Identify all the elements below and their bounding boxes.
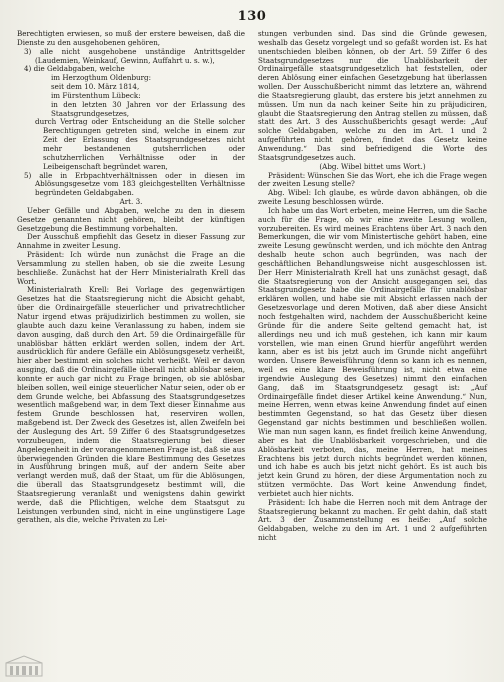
paragraph: 5) alle in Erbpachtverhältnissen oder in diesen im Ablösungsgesetze vom 183 gleichgestellten Verhältnisse begründeten Geldabgaben. [24, 170, 245, 198]
right-text-column [258, 30, 487, 543]
column-divider [250, 34, 251, 662]
paragraph: im Fürstenthum Lübeck: [51, 90, 141, 100]
paragraph: Präsident: Ich würde nun zunächst die Frage an die Versammlung zu stellen haben, ob sie die zweite Lesung beschließe. Zunächst hat der Herr Ministerialrath Krell das Wort. [17, 250, 245, 286]
paragraph: Ueber Gefälle und Abgaben, welche zu den in diesem Gesetze genannten nicht gehören, bleibt der künftigen Gesetzgebung die Bestimmung vorbehalten. [17, 205, 245, 233]
paragraph: Abg. Wibel: Ich glaube, es würde davon abhängen, ob die zweite Lesung beschlossen würde. [258, 188, 487, 207]
paragraph: Berechtigten erwiesen, so muß der erstere beweisen, daß die Dienste zu den ausgehobenen gehören, [17, 29, 245, 47]
paragraph: Präsident: Wünschen Sie das Wort, ehe ich die Frage wegen der zweiten Lesung stelle? [258, 170, 487, 189]
paragraph: in den letzten 30 Jahren vor der Erlassung des Staatsgrundgesetzes, [51, 99, 245, 118]
paragraph: 3) alle nicht ausgehobene unständige Antrittsgelder (Laudemien, Weinkauf, Gewinn, Auffahrt u. s. w.), [24, 46, 245, 65]
paragraph: stungen verbunden sind. Das sind die Gründe gewesen, weshalb das Gesetz vorgelegt und so gefaßt worden ist. Es hat unentschieden bleiben können, ob der Art. 59 Ziffer 6 des Staatsgrundgesetzes nur die Unablösbarkeit der Ordinairgefälle staatsgrundgesetzlich hat feststellen, oder deren Ablösung einer einfachen Gesetzgebung hat überlassen wollen. Der Ausschußbericht nimmt das letztere an, während die Staatsregierung glaubt, das erstere bis jetzt annehmen zu müssen. Um nun da nach keiner Seite hin zu präjudiciren, glaubt die Staatsregierung den Antrag stellen zu müssen, daß statt des Art. 3 des Ausschußberichts gesagt werde: „Auf solche Geldabgaben, welche zu den im Art. 1 und 2 aufgeführten nicht gehören, findet das Gesetz keine Anwendung.“ Das sind befriedigend die Worte des Staatsgrundgesetzes auch. [258, 29, 487, 162]
left-text-column [17, 30, 245, 525]
paragraph: durch Vertrag oder Entscheidung an die Stelle solcher Berechtigungen getreten sind, welche in einem zur Zeit der Erlassung des Staatsgrundgesetzes nicht mehr bestandenen gutsherrlichen oder schutzherrlichen Verhältnisse oder in der Leibeigenschaft begründet waren, [35, 117, 245, 171]
paragraph: Der Ausschuß empfiehlt das Gesetz in dieser Fassung zur Annahme in zweiter Lesung. [17, 232, 245, 251]
paragraph: 4) die Geldabgaben, welche [24, 64, 125, 74]
paragraph: seit dem 10. März 1814, [51, 82, 140, 92]
paragraph: im Herzogthum Oldenburg: [51, 73, 152, 83]
paragraph: Ich habe um das Wort erbeten, meine Herren, um die Sache auch für die Frage, ob wir eine zweite Lesung wollen, vorzubereiten. Es wird meines Erachtens über Art. 3 nach den Bemerkungen, die wir vom Ministertische gehört haben, eine zweite Lesung gewünscht werden, und ich möchte den Antrag deshalb heute schon auch begründen, was nach der geschäftlichen Behandlungsweise nicht ausgeschlossen ist. Der Herr Ministerialrath Krell hat uns zunächst gesagt, daß die Staatsregierung von der Ansicht ausgegangen sei, das Staatsgrundgesetz habe die Ordinairgefälle für unablösbar erklären wollen, und habe sie mit Absicht erlassen nach der Gesetzesvorlage und deren Motiven, daß aber diese Ansicht noch festgehalten wird, nachdem der Ausschußbericht keine Gründe für die andere Seite geltend gemacht hat, ist allerdings neu und ich muß gestehen, ich kann mir kaum vorstellen, wie man einen Grund hierfür angeführt werden kann, aber es ist bis jetzt auch im Grunde nicht angeführt worden. Unsere Beweisführung (denn so kann ich es nennen, weil es eine klare Beweisführung ist, nicht etwa eine irgendwie Auslegung des Gesetzes) nimmt den einfachen Gang, daß im Staatsgrundgesetz gesagt ist: „Auf Ordinairgefälle findet dieser Artikel keine Anwendung.“ Nun, meine Herren, wenn etwas keine Anwendung findet auf einen bestimmten Gegenstand, so hat das Gesetz über diesen Gegenstand gar nichts bestimmen und beschließen wollen. Wie man nun sagen kann, es findet freilich keine Anwendung, aber es hat die Unablösbarkeit vorgeschrieben, und die Ablösbarkeit verboten, das, meine Herren, hat meines Erachtens bis jetzt durch nichts begründet werden können, und ich habe es auch bis jetzt nicht gehört. Es ist auch bis jetzt kein Grund zu hören, der diese Argumentation noch zu stützen vermöchte. Das Wort keine Anwendung findet, verbietet auch hier nichts. [258, 205, 487, 498]
paragraph: Präsident: Ich habe die Herren noch mit dem Antrage der Staatsregierung bekannt zu machen. Er geht dahin, daß statt Art. 3 der Zusammenstellung es heiße: „Auf solche Geldabgaben, welche zu den im Art. 1 und 2 aufgeführten nicht [258, 497, 487, 543]
library-building-icon [5, 655, 43, 677]
paragraph: Ministerialrath Krell: Bei Vorlage des gegenwärtigen Gesetzes hat die Staatsregierung nicht die Absicht gehabt, über die Ordinairgefälle steuerlicher und privatrechtlicher Natur irgend etwas präjudizirlich bestimmen zu wollen, sie glaubte auch dazu keine Veranlassung zu haben, indem sie davon ausging, daß durch den Art. 59 die Ordinairgefälle für unablösbar hätten erklärt werden sollen, indem der Art. ausdrücklich für andere Gefälle ein Ablösungsgesetz verheißt, hier aber bestimmt ein solches nicht verheißt. Weil er davon ausging, daß die Ordinairgefälle überall nicht ablösbar seien, konnte er auch gar nicht zu Frage bringen, ob sie ablösbar bleiben sollen, weil einige steuerlicher Natur seien, oder ob er dem Grunde welche, bei Abfassung des Staatsgrundgesetzes wesentlich maßgebend war, in dem Text dieser Einnahme aus festem Grunde beschlossen hat, reserviren wollen, maßgebend ist. Der Zweck des Gesetzes ist, allen Zweifeln bei der Auslegung des Art. 59 Ziffer 6 des Staatsgrundgesetzes vorzubeugen, indem die Staatsregierung bei dieser Angelegenheit in der vorangenommenen Frage ist, daß sie aus überwiegenden Gründen die klare Bestimmung des Gesetzes in Ausführung bringen muß, auf der andern Seite aber verlangt werden muß, daß der Staat, um für die Ablösungen, die überall das Staatsgrundgesetz bestimmt will, die Staatsregierung veranlaßt und wenigstens dahin gewirkt werde, daß die Pflichtigen, welche dem Staatsgut zu Leistungen verbunden sind, nicht in eine ungünstigere Lage gerathen, als die, welche Privaten zu Lei- [17, 285, 245, 525]
paragraph: (Abg. Wibel bittet ums Wort.) [319, 161, 426, 171]
page-number: 130 [237, 9, 267, 24]
paragraph: Art. 3. [119, 197, 143, 207]
